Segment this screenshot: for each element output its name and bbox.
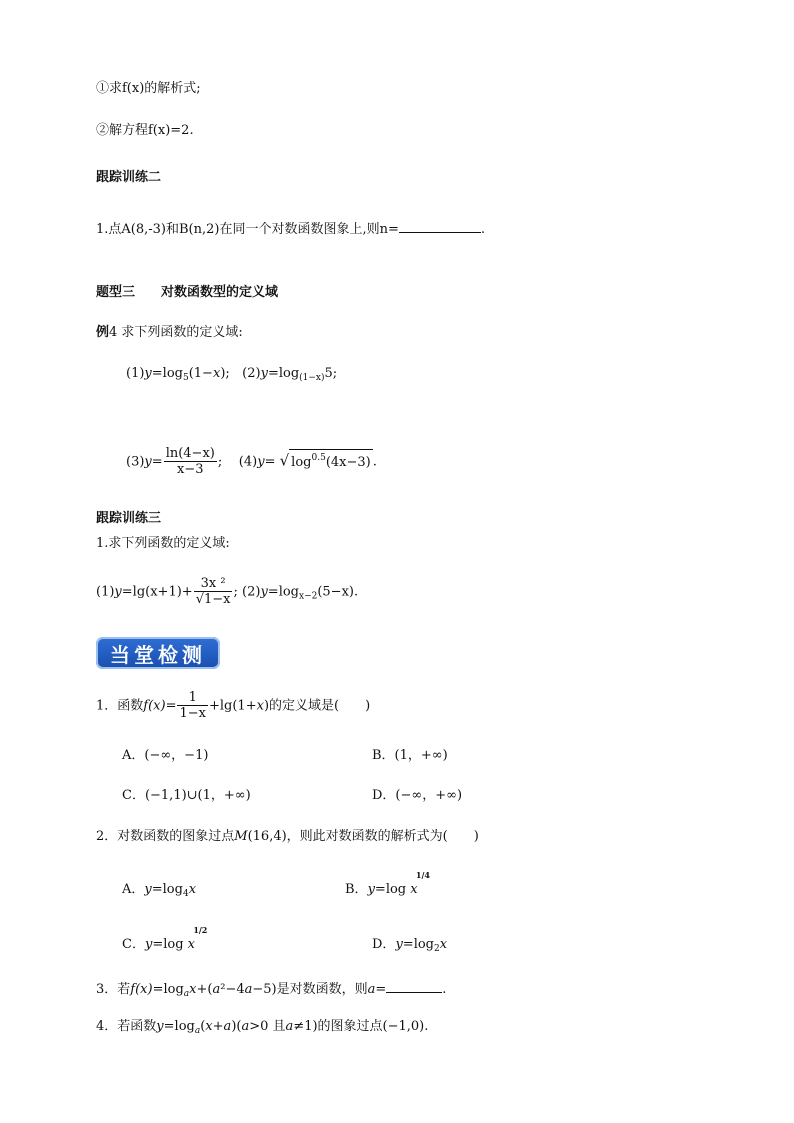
answer-blank: [399, 220, 481, 233]
option-2c[interactable]: C．y=log 1/2 x: [122, 925, 208, 952]
track2-item1: 1.点A(8,-3)和B(n,2)在同一个对数函数图象上,则n= .: [96, 222, 486, 237]
fraction: $\frac{1}{1-x}$: [179, 690, 206, 721]
track2-heading: 跟踪训练二: [96, 170, 162, 185]
track3-functions: (1)y=lg(x+1)+ $\frac{\text{3x ²}}{√1-x}$ ; $(2)y=\log_{x-2}(5-x)$.: [96, 576, 359, 607]
example4-parts-3-4: (3)y= $\frac{\ln(4-x)}{x-3}$ ; (4)y= √ $\log^{0.5}(4x-3)$ .: [126, 446, 377, 477]
fraction: $\frac{\text{3x ²}}{√1-x}$: [195, 576, 231, 607]
sqrt-icon: √: [279, 451, 290, 470]
fraction: $\frac{\ln(4-x)}{x-3}$: [165, 446, 215, 477]
example4-parts-1-2: $(1)y=\log_5(1-x)$; $(2)y=\log_{(1-x)}5$;: [126, 366, 338, 383]
check-question-1: 1．函数f(x)= $\frac{1}{1-x}$ +lg(1+x)的定义域是( ): [96, 690, 371, 721]
track3-intro: 1.求下列函数的定义域:: [96, 536, 230, 551]
track3-heading: 跟踪训练三: [96, 511, 162, 526]
check-question-3: 3．若$f(x)=\log_ax+(a^2-4a-5)$是对数函数，则a= .: [96, 982, 447, 999]
example4-title: 例4 求下列函数的定义域:: [96, 325, 243, 340]
option-2b[interactable]: B．y=log 1/4 x: [345, 870, 430, 897]
question-part-2: ②解方程f(x)=2.: [96, 123, 194, 138]
option-2a[interactable]: A．$y=\log_4x$: [122, 882, 197, 899]
option-2d[interactable]: D．$y=\log_2x$: [372, 937, 448, 954]
check-question-4: 4．若函数$y=\log_a(x+a)(a>0$ 且a≠1)的图象过点(−1,0).: [96, 1019, 429, 1036]
question-part-1: ①求f(x)的解析式;: [96, 81, 201, 96]
type3-heading: 题型三 对数函数型的定义域: [96, 285, 279, 300]
section-badge: 当堂检测: [96, 637, 220, 669]
option-1c[interactable]: C．(−1,1)∪(1，+∞): [122, 788, 251, 803]
option-1d[interactable]: D．(−∞，+∞): [372, 788, 463, 803]
option-1b[interactable]: B．(1，+∞): [372, 748, 448, 763]
option-1a[interactable]: A．(−∞，−1): [122, 748, 209, 763]
answer-blank[interactable]: [386, 980, 442, 993]
check-question-2: 2．对数函数的图象过点M(16,4)，则此对数函数的解析式为( ): [96, 829, 479, 844]
